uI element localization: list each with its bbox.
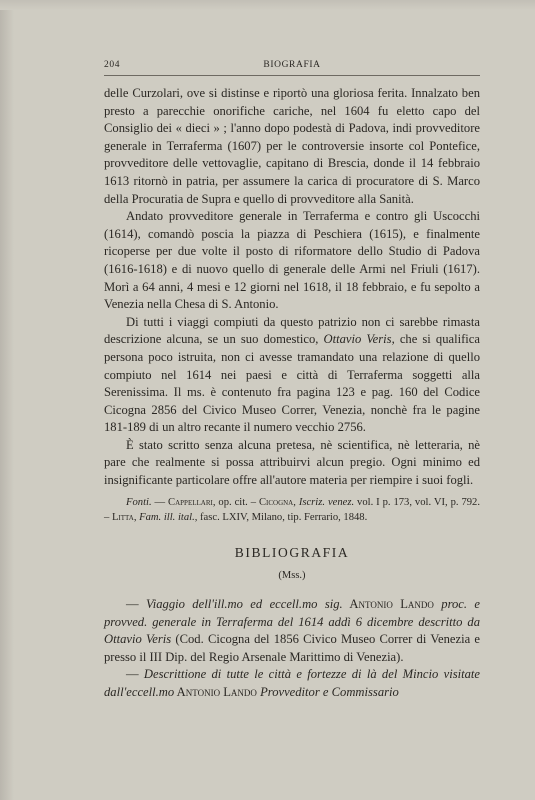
entry-2-title-cont: Provveditor e Commissario — [260, 684, 399, 699]
entry-1-author: Antonio Lando — [342, 597, 442, 611]
sources-dash: — — [151, 497, 169, 508]
source-author-3: Litta — [111, 512, 134, 523]
header-rule — [104, 75, 480, 76]
page-top-shadow — [0, 0, 535, 10]
paragraph-2: Andato provveditore generale in Terraferma e contro gli Uscocchi (1614), comandò poscia la piazza di Peschiera (1615), e finalmente ricoperse per due volte il posto di riformatore dello Studio di Padova (1616-1618) e di nuovo quello di generale delle Armi nel Friuli (1617). Morì a 64 anni, 4 mesi e 12 giorni nel 1618, il 18 febbraio, e fu sepolto a Venezia nella Chesa di S. Antonio. — [104, 209, 480, 312]
paragraph-3-end: che si qualifica persona poco istruita, non ci avesse tramandato una relazione di quello compiuto nel 1614 nei paesi e città di Terraferma soggetti alla Serenissima. Il ms. è contenuto fra pagina 123 e pag. 160 del Codice Cicogna 2856 del Civico Museo Correr, Venezia, nonchè fra le pagine 181-189 di un altro recante il numero vecchio 2756. — [104, 332, 480, 435]
sources-note — [104, 495, 480, 525]
entry-2-author: Antonio Lando — [174, 684, 261, 699]
sources-label: Fonti. — [126, 497, 152, 508]
source-work-3: Fam. ill. ital. — [139, 512, 195, 523]
entry-1-title: Viaggio dell'ill.mo ed eccell.mo sig. — [145, 597, 343, 611]
source-text-3: vol. I p. 173, vol. VI, p. 792. – — [104, 497, 480, 523]
paragraph-3-start: Di tutti i viaggi compiuti da questo patrizio non ci sarebbe rimasta descrizione alcuna, se un suo domestico, — [104, 314, 480, 347]
entry-1-location: (Cod. Cicogna del 1856 Civico Museo Correr di Venezia e presso il III Dip. del Regio Arsenale Marittimo di Venezia). — [104, 632, 480, 664]
entry-1-title-cont: proc. e provved. generale in Terraferma del 1614 addì 6 dicembre descritto da Ottavio Veris — [104, 597, 481, 647]
page-gutter-shadow — [0, 0, 14, 800]
bibliography-entry-1 — [104, 596, 480, 666]
source-text-5: , fasc. LXIV, Milano, tip. Ferrario, 1848. — [194, 512, 368, 523]
source-work-2: Iscriz. venez. — [298, 497, 355, 508]
bibliography-list — [104, 596, 480, 702]
entry-2-dash: — — [126, 667, 144, 682]
source-text-4: , — [133, 512, 140, 523]
paragraph-1: delle Curzolari, ove si distinse e riportò una gloriosa ferita. Innalzato ben presto a parecchie onorifiche cariche, nel 1604 fu eletto capo del Consiglio dei « dieci » ; l'anno dopo podestà di Padova, indi provveditore generale in Terraferma (1607) per le controversie insorte col Pontefice, provveditore delle vettovaglie, capitano di Brescia, donde il 14 febbraio 1613 ritornò in patria, per assumere la carica di procuratore di S. Marco della Procuratia de Supra e quello di provveditore alla Sanità. — [104, 86, 480, 206]
paragraph-3 — [104, 314, 480, 437]
bibliography-entry-2 — [104, 666, 480, 701]
source-text-2: , — [293, 497, 299, 508]
entry-1-dash: — — [126, 597, 146, 611]
bibliography-heading: BIBLIOGRAFIA — [234, 545, 350, 560]
section-title: BIOGRAFIA — [263, 60, 321, 70]
entry-2-title: Descrittione di tutte le città e fortezze di là del Mincio visitate dall'eccell.mo — [104, 667, 480, 699]
paragraph-3-name: Ottavio Veris, — [323, 332, 395, 347]
source-author-1: Cappellari — [168, 497, 213, 508]
page-number: 204 — [104, 60, 121, 70]
source-text-1: , op. cit. – — [212, 497, 259, 508]
bibliography-subheading: (Mss.) — [278, 570, 306, 581]
source-author-2: Cicogna — [258, 497, 294, 508]
body-text — [104, 85, 480, 490]
paragraph-4: È stato scritto senza alcuna pretesa, nè scientifica, nè letteraria, nè pare che realmente si possa attribuirvi alcun pregio. Ogni minimo ed insignificante particolare offre all'autore materia per riempire i suoi fogli. — [104, 437, 480, 488]
